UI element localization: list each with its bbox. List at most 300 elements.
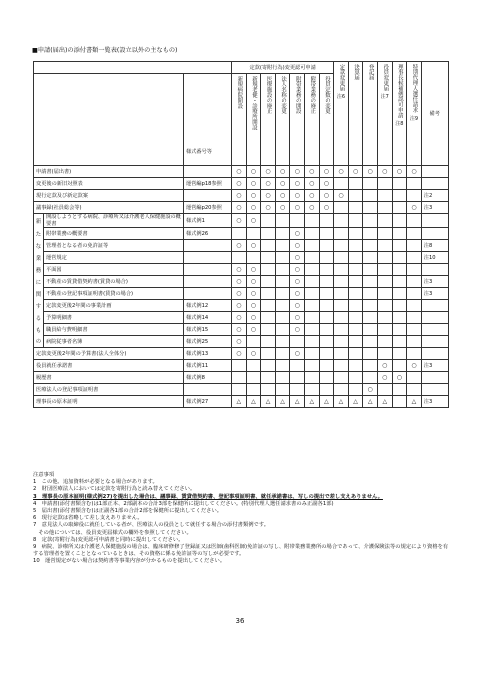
row-mark xyxy=(407,276,422,288)
row-mark: ○ xyxy=(232,288,247,300)
row-mark: △ xyxy=(319,396,334,408)
row-mark: △ xyxy=(290,396,305,408)
row-mark xyxy=(407,190,422,202)
row-mark: ○ xyxy=(407,166,422,178)
row-mark: ○ xyxy=(232,324,247,336)
row-mark xyxy=(392,300,407,312)
row-mark xyxy=(261,300,276,312)
row-mark xyxy=(407,214,422,228)
row-mark xyxy=(232,372,247,384)
header-column-label: 役員変更届 xyxy=(382,64,389,91)
row-mark xyxy=(348,300,363,312)
header-column-note: 注9 xyxy=(409,115,419,122)
row-form-no: 様式例11 xyxy=(184,360,232,372)
row-mark xyxy=(407,228,422,240)
table-row xyxy=(34,178,449,190)
header-column-label: 登記届 xyxy=(367,64,374,81)
row-mark xyxy=(407,384,422,396)
row-mark xyxy=(377,384,392,396)
row-mark xyxy=(348,252,363,264)
row-mark xyxy=(407,372,422,384)
row-mark xyxy=(348,240,363,252)
row-name: 定款変更後2年間の事業計画 xyxy=(44,300,184,312)
row-mark xyxy=(305,264,320,276)
row-mark xyxy=(275,214,290,228)
row-form-no: 様式例26 xyxy=(184,228,232,240)
row-form-no xyxy=(184,240,232,252)
row-mark: ○ xyxy=(232,348,247,360)
row-mark xyxy=(290,336,305,348)
row-mark xyxy=(290,372,305,384)
row-name: 職員給与費明細書 xyxy=(44,324,184,336)
header-column-label: 附帯業務の開設 xyxy=(294,76,301,114)
header-column xyxy=(290,74,305,166)
row-mark xyxy=(305,288,320,300)
row-remark: 注3 xyxy=(421,360,448,372)
row-mark xyxy=(407,288,422,300)
row-mark xyxy=(363,336,378,348)
row-mark xyxy=(392,252,407,264)
row-mark: ○ xyxy=(261,202,276,214)
notes-heading: 注意事項 xyxy=(33,472,55,478)
row-mark: ○ xyxy=(246,312,261,324)
header-column-label: 特別代理人選任請求 xyxy=(411,64,418,113)
row-mark xyxy=(261,324,276,336)
row-mark xyxy=(334,360,349,372)
row-mark xyxy=(319,276,334,288)
side-label-char: 業 xyxy=(34,252,44,264)
row-mark xyxy=(319,240,334,252)
row-mark xyxy=(319,384,334,396)
row-mark xyxy=(246,336,261,348)
note-item: 6 現行定款は省略して差し支えありません。 xyxy=(33,515,143,522)
row-mark: ○ xyxy=(290,190,305,202)
table-row xyxy=(34,276,449,288)
header-column-label: 決算届 xyxy=(353,64,360,81)
row-mark: ○ xyxy=(232,214,247,228)
row-mark xyxy=(275,300,290,312)
row-mark: ○ xyxy=(290,166,305,178)
table-row xyxy=(34,360,449,372)
row-mark xyxy=(377,214,392,228)
row-mark xyxy=(305,384,320,396)
row-mark xyxy=(319,360,334,372)
row-mark: ○ xyxy=(290,348,305,360)
table-row xyxy=(34,348,449,360)
row-mark xyxy=(377,178,392,190)
row-mark: ○ xyxy=(290,178,305,190)
row-name: 議事録(社員総会等) xyxy=(34,202,184,214)
row-mark: ○ xyxy=(290,324,305,336)
row-mark: ○ xyxy=(232,240,247,252)
row-mark xyxy=(348,190,363,202)
header-column-label: 附帯業務の廃止 xyxy=(309,76,316,114)
row-remark: 注3 xyxy=(421,276,448,288)
row-mark xyxy=(363,348,378,360)
row-mark: ○ xyxy=(275,166,290,178)
row-mark: △ xyxy=(275,396,290,408)
row-mark xyxy=(363,228,378,240)
row-mark xyxy=(363,190,378,202)
row-mark xyxy=(232,228,247,240)
row-remark xyxy=(421,336,448,348)
row-mark: ○ xyxy=(290,312,305,324)
table-row xyxy=(34,300,449,312)
row-mark xyxy=(246,252,261,264)
row-mark xyxy=(305,214,320,228)
attachment-table xyxy=(33,61,449,408)
row-mark xyxy=(348,360,363,372)
row-mark: ○ xyxy=(246,300,261,312)
row-form-no: 様式例27 xyxy=(184,396,232,408)
row-mark: △ xyxy=(305,396,320,408)
row-mark xyxy=(407,252,422,264)
row-mark xyxy=(407,312,422,324)
notes-section xyxy=(33,472,453,566)
row-form-no xyxy=(184,252,232,264)
row-form-no xyxy=(184,288,232,300)
header-column xyxy=(261,74,276,166)
row-mark xyxy=(392,360,407,372)
row-mark xyxy=(261,240,276,252)
note-item: 10 運営規定がない場合は契約書等事業内容が分かるものを提出してください。 xyxy=(33,558,226,565)
row-mark: ○ xyxy=(377,360,392,372)
row-mark: ○ xyxy=(246,276,261,288)
row-mark: ○ xyxy=(334,166,349,178)
row-form-no xyxy=(184,264,232,276)
row-mark xyxy=(348,312,363,324)
row-name: 役員就任承諾書 xyxy=(34,360,184,372)
row-mark: ○ xyxy=(290,276,305,288)
table-row xyxy=(34,288,449,300)
row-mark xyxy=(334,384,349,396)
row-mark: △ xyxy=(407,396,422,408)
row-mark xyxy=(275,228,290,240)
row-remark: 注2 xyxy=(421,190,448,202)
row-mark xyxy=(348,264,363,276)
row-mark xyxy=(232,360,247,372)
row-mark xyxy=(392,336,407,348)
header-column-label: 理事長候補例認可申請 xyxy=(396,64,403,118)
row-remark xyxy=(421,300,448,312)
table-row xyxy=(34,372,449,384)
row-mark xyxy=(305,336,320,348)
side-label-char: 新 xyxy=(34,214,44,228)
row-form-no: 様式例14 xyxy=(184,312,232,324)
row-mark xyxy=(319,288,334,300)
table-row xyxy=(34,396,449,408)
row-name: 附帯業務の概要書 xyxy=(44,228,184,240)
row-mark xyxy=(363,300,378,312)
row-mark xyxy=(363,202,378,214)
row-mark: ○ xyxy=(305,166,320,178)
row-mark: ○ xyxy=(261,166,276,178)
row-mark xyxy=(377,264,392,276)
row-name: 履歴書 xyxy=(34,372,184,384)
row-mark: △ xyxy=(363,396,378,408)
row-mark xyxy=(334,240,349,252)
header-column xyxy=(348,62,363,166)
row-mark xyxy=(319,300,334,312)
row-mark: ○ xyxy=(290,264,305,276)
row-mark xyxy=(261,252,276,264)
row-mark xyxy=(275,240,290,252)
table-row xyxy=(34,202,449,214)
table-row xyxy=(34,228,449,240)
row-mark xyxy=(392,324,407,336)
row-mark xyxy=(363,312,378,324)
row-mark: ○ xyxy=(290,300,305,312)
row-mark: ○ xyxy=(261,190,276,202)
row-remark xyxy=(421,372,448,384)
row-mark: ○ xyxy=(290,202,305,214)
row-mark: ○ xyxy=(232,190,247,202)
row-mark xyxy=(319,312,334,324)
row-name: 理事長の原本証明 xyxy=(34,396,184,408)
row-mark xyxy=(261,372,276,384)
row-name: 医療法人の登記事項証明書 xyxy=(34,384,184,396)
row-mark xyxy=(407,178,422,190)
row-mark xyxy=(334,228,349,240)
row-mark xyxy=(363,288,378,300)
row-mark xyxy=(348,228,363,240)
row-mark xyxy=(319,324,334,336)
row-mark xyxy=(363,252,378,264)
row-mark: ○ xyxy=(334,190,349,202)
side-label-char: も xyxy=(34,324,44,336)
row-mark xyxy=(319,252,334,264)
table-row xyxy=(34,336,449,348)
header-column xyxy=(377,62,392,166)
row-mark xyxy=(261,336,276,348)
row-mark xyxy=(377,336,392,348)
row-mark xyxy=(334,252,349,264)
row-remark xyxy=(421,384,448,396)
row-mark: ○ xyxy=(392,372,407,384)
row-mark: ○ xyxy=(407,202,422,214)
header-column-label: 医療施設の廃止 xyxy=(265,76,272,114)
row-mark xyxy=(363,264,378,276)
row-mark xyxy=(363,324,378,336)
row-mark xyxy=(392,348,407,360)
row-form-no xyxy=(184,384,232,396)
row-mark: ○ xyxy=(232,166,247,178)
table-row xyxy=(34,384,449,396)
row-form-no: 運営編p20参照 xyxy=(184,202,232,214)
header-column-note: 注7 xyxy=(380,94,389,100)
row-mark xyxy=(275,348,290,360)
row-mark xyxy=(334,336,349,348)
row-mark xyxy=(305,312,320,324)
side-label-char: す xyxy=(34,300,44,312)
row-mark xyxy=(348,336,363,348)
row-mark xyxy=(275,372,290,384)
row-mark xyxy=(275,264,290,276)
row-mark: ○ xyxy=(246,240,261,252)
row-mark: △ xyxy=(232,396,247,408)
row-mark: ○ xyxy=(319,166,334,178)
row-mark xyxy=(275,288,290,300)
row-mark: ○ xyxy=(246,166,261,178)
row-mark: ○ xyxy=(232,312,247,324)
row-mark: ○ xyxy=(246,324,261,336)
row-remark: 注3 xyxy=(421,202,448,214)
row-mark: ○ xyxy=(305,190,320,202)
row-mark: ○ xyxy=(319,202,334,214)
row-mark: ○ xyxy=(305,202,320,214)
side-label-char: に xyxy=(34,276,44,288)
row-mark: ○ xyxy=(275,190,290,202)
row-name: 運営規定 xyxy=(44,252,184,264)
row-mark xyxy=(305,276,320,288)
header-column-label: 新規老健・診療所開設 xyxy=(250,76,257,130)
row-mark xyxy=(377,324,392,336)
row-mark xyxy=(261,214,276,228)
row-mark xyxy=(319,372,334,384)
row-form-no: 様式例15 xyxy=(184,324,232,336)
row-remark xyxy=(421,214,448,228)
row-form-no: 運営編p18参照 xyxy=(184,178,232,190)
header-column-note: 注8 xyxy=(395,121,404,127)
row-name: 定款変更後2年間の予算書(法人全体分) xyxy=(34,348,184,360)
row-mark xyxy=(363,276,378,288)
row-mark: △ xyxy=(348,396,363,408)
row-mark xyxy=(290,214,305,228)
header-column xyxy=(319,74,334,166)
row-mark xyxy=(392,384,407,396)
note-item: その他については、役員変更届様式の欄外を参照してください。 xyxy=(33,529,192,536)
row-remark: 注8 xyxy=(421,240,448,252)
header-column-label: 法人名称の変更 xyxy=(280,76,287,114)
row-mark xyxy=(392,276,407,288)
row-mark: △ xyxy=(377,396,392,408)
note-item: 4 申請書(添付書類含む)は1部正本、2部副本の合計3部を保健所に提出してください。(特別代理人選任請求書のみ正副各1部) xyxy=(33,500,334,507)
header-column xyxy=(305,74,320,166)
row-mark: ○ xyxy=(261,178,276,190)
table-row xyxy=(34,252,449,264)
row-mark xyxy=(348,372,363,384)
row-mark: ○ xyxy=(319,190,334,202)
row-mark xyxy=(363,214,378,228)
side-label-char: な xyxy=(34,240,44,252)
header-column-note: 注6 xyxy=(336,94,346,100)
row-mark xyxy=(348,202,363,214)
row-mark: ○ xyxy=(348,166,363,178)
header-column xyxy=(275,74,290,166)
row-mark xyxy=(261,276,276,288)
row-form-no: 様式例1 xyxy=(184,214,232,228)
row-mark xyxy=(261,312,276,324)
row-form-no xyxy=(184,166,232,178)
row-mark xyxy=(275,276,290,288)
row-name: 開設しようとする病院、診療所又は介護老人保健施設の概要書 xyxy=(44,214,184,228)
row-mark: ○ xyxy=(407,360,422,372)
row-mark xyxy=(377,300,392,312)
row-mark: ○ xyxy=(363,166,378,178)
row-mark xyxy=(319,214,334,228)
row-mark xyxy=(261,348,276,360)
row-mark xyxy=(334,372,349,384)
note-item: 8 定款(寄附行為)変更認可申請書と同時に提出してください。 xyxy=(33,536,184,543)
row-mark xyxy=(319,336,334,348)
row-mark xyxy=(290,360,305,372)
row-mark xyxy=(319,264,334,276)
row-mark xyxy=(377,252,392,264)
row-name: 現行定款及び新定款案 xyxy=(34,190,184,202)
row-mark xyxy=(363,178,378,190)
row-mark: ○ xyxy=(246,190,261,202)
row-mark xyxy=(246,228,261,240)
row-mark xyxy=(319,228,334,240)
row-mark xyxy=(392,288,407,300)
row-mark: ○ xyxy=(232,300,247,312)
row-mark xyxy=(261,360,276,372)
row-mark xyxy=(407,336,422,348)
row-mark xyxy=(348,348,363,360)
row-mark: ○ xyxy=(232,178,247,190)
row-mark xyxy=(275,312,290,324)
row-mark xyxy=(392,264,407,276)
row-mark: ○ xyxy=(246,202,261,214)
row-mark xyxy=(275,324,290,336)
row-mark: △ xyxy=(246,396,261,408)
header-remarks: 備考 xyxy=(421,62,448,166)
row-mark xyxy=(232,384,247,396)
note-item: 5 届出書(添付書類含む)は正副各1部の合計2部を保健所に提出してください。 xyxy=(33,508,223,515)
row-name: 病院従事者名簿 xyxy=(44,336,184,348)
row-mark: ○ xyxy=(275,178,290,190)
row-name: 平面図 xyxy=(44,264,184,276)
row-mark xyxy=(334,178,349,190)
row-remark: 注10 xyxy=(421,252,448,264)
row-mark xyxy=(392,312,407,324)
row-form-no xyxy=(184,190,232,202)
row-mark xyxy=(348,288,363,300)
row-mark xyxy=(348,384,363,396)
row-mark: ○ xyxy=(363,384,378,396)
row-mark xyxy=(377,312,392,324)
header-column xyxy=(407,62,422,166)
row-mark xyxy=(232,252,247,264)
row-form-no: 様式例25 xyxy=(184,336,232,348)
row-mark xyxy=(377,228,392,240)
header-column xyxy=(392,62,407,166)
row-mark xyxy=(348,178,363,190)
row-mark xyxy=(348,324,363,336)
row-form-no: 様式例12 xyxy=(184,300,232,312)
row-mark xyxy=(275,252,290,264)
row-remark xyxy=(421,312,448,324)
row-remark: 注3 xyxy=(421,288,448,300)
table-row xyxy=(34,312,449,324)
row-mark: ○ xyxy=(232,276,247,288)
header-column xyxy=(363,62,378,166)
note-item: 9 病院、診療所又は介護老人保健施設の場合は、臨床研修修了登録証又は医師(歯科医師)免許証の写し、附帯業務業務所の場合であって、介護保険法等の規定により資格を有する管理者を置くこととなっているときは、その資格に係る免許証等の写しが必要です。 xyxy=(33,544,449,558)
table-row xyxy=(34,190,449,202)
header-column-label: 役員定数の変更 xyxy=(323,76,330,114)
row-mark xyxy=(305,240,320,252)
row-mark xyxy=(377,202,392,214)
row-mark xyxy=(392,240,407,252)
row-mark xyxy=(305,300,320,312)
row-mark xyxy=(334,276,349,288)
header-column xyxy=(334,62,349,166)
row-mark: ○ xyxy=(246,214,261,228)
row-mark: ○ xyxy=(246,264,261,276)
row-remark xyxy=(421,324,448,336)
side-label-char: 関 xyxy=(34,288,44,300)
row-mark: ○ xyxy=(290,240,305,252)
